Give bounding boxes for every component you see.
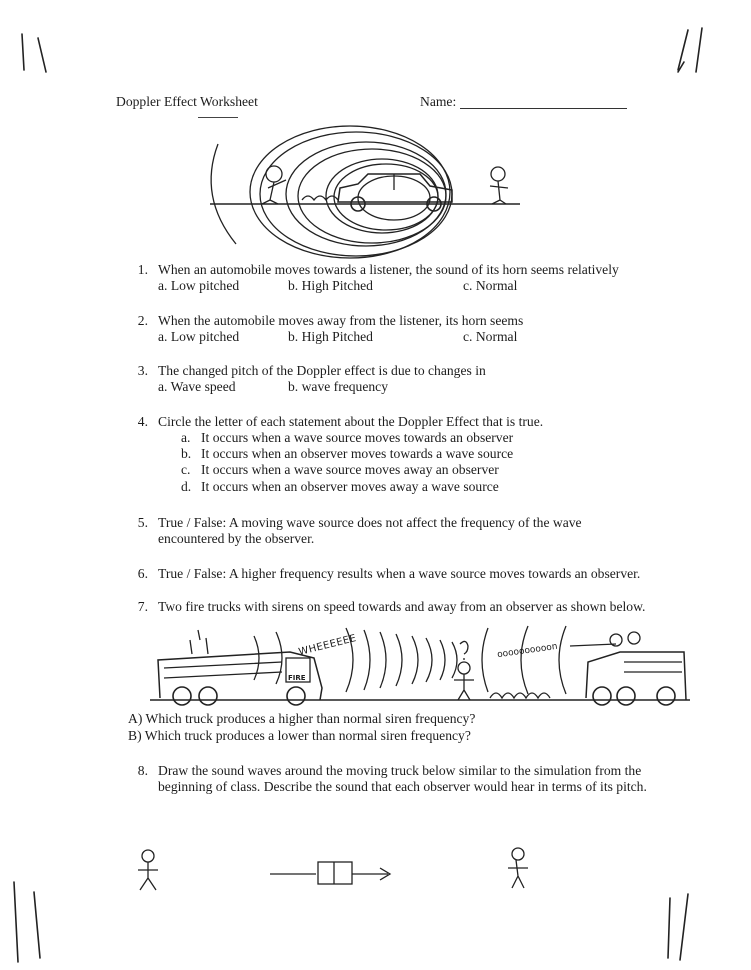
question-2-option-b[interactable]: b. High Pitched [288,329,373,344]
question-8-number: 8. [137,763,148,778]
question-4-item-a-text: It occurs when a wave source moves towards an observer [201,430,514,445]
question-2-text: When the automobile moves away from the listener, its horn seems [158,313,524,328]
mark-top-left-2 [38,38,46,72]
question-4-text: Circle the letter of each statement about the Doppler Effect that is true. [158,414,544,429]
question-7-number: 7. [137,599,148,614]
question-5-number: 5. [137,515,148,530]
question-1-option-c[interactable]: c. Normal [463,278,518,293]
question-4-number: 4. [137,414,148,429]
fire-truck-label: FIRE [288,674,306,682]
question-1-number: 1. [137,262,148,277]
right-siren-sound-text: oooooooooon [496,641,559,661]
truck-body [318,862,352,884]
question-5-line-1[interactable]: True / False: A moving wave source does not affect the frequency of the wave [158,515,582,530]
question-4-item-c-letter[interactable]: c. [181,462,191,477]
question-7-text: Two fire trucks with sirens on speed towards and away from an observer as shown below. [158,599,646,614]
question-8-line-1: Draw the sound waves around the moving truck below similar to the simulation from the [158,763,642,778]
sub-question-b: B) Which truck produces a lower than normal siren frequency? [128,728,471,743]
question-6-number: 6. [137,566,148,581]
question-4-item-a-letter[interactable]: a. [181,430,191,445]
question-5-line-2: encountered by the observer. [158,531,315,546]
question-4-item-d-letter[interactable]: d. [181,479,192,494]
mark-bottom-right-2 [680,894,688,960]
worksheet-title: Doppler Effect Worksheet [116,94,258,109]
mark-top-left-1 [22,34,24,70]
mark-bottom-right-1 [668,898,670,958]
doppler-car-illustration [190,112,530,267]
question-2-option-a[interactable]: a. Low pitched [158,329,240,344]
right-observer-body [508,860,528,888]
question-4-item-b-text: It occurs when an observer moves towards a wave source [201,446,514,461]
mark-bottom-left-2 [34,892,40,958]
mark-top-right-2 [696,28,702,72]
question-1-option-b[interactable]: b. High Pitched [288,278,373,293]
question-4-item-b-letter[interactable]: b. [181,446,192,461]
question-3-text: The changed pitch of the Doppler effect is due to changes in [158,363,486,378]
left-siren-sound-text: WHEEEEEE [297,632,358,659]
question-4-item-c-text: It occurs when a wave source moves away an observer [201,462,499,477]
name-label: Name: [420,94,457,109]
question-2-number: 2. [137,313,148,328]
mark-bottom-left-1 [14,882,18,962]
draw-waves-area[interactable] [120,840,560,900]
question-1-option-a[interactable]: a. Low pitched [158,278,240,293]
left-observer-body [138,862,158,890]
question-3-number: 3. [137,363,148,378]
fire-truck-illustration [150,618,690,710]
question-4-item-d-text: It occurs when an observer moves away a wave source [201,479,499,494]
right-observer-head [512,848,524,860]
question-8-line-2: beginning of class. Describe the sound that each observer would hear in terms of its pitch. [158,779,647,794]
question-2-option-c[interactable]: c. Normal [463,329,518,344]
left-observer-head [142,850,154,862]
sub-question-a: A) Which truck produces a higher than normal siren frequency? [128,711,476,726]
question-6-text[interactable]: True / False: A higher frequency results when a wave source moves towards an observer. [158,566,641,581]
mark-top-right-1 [678,30,688,72]
question-3-option-b[interactable]: b. wave frequency [288,379,389,394]
question-3-option-a[interactable]: a. Wave speed [158,379,236,394]
question-1-text: When an automobile moves towards a listener, the sound of its horn seems relatively [158,262,619,277]
